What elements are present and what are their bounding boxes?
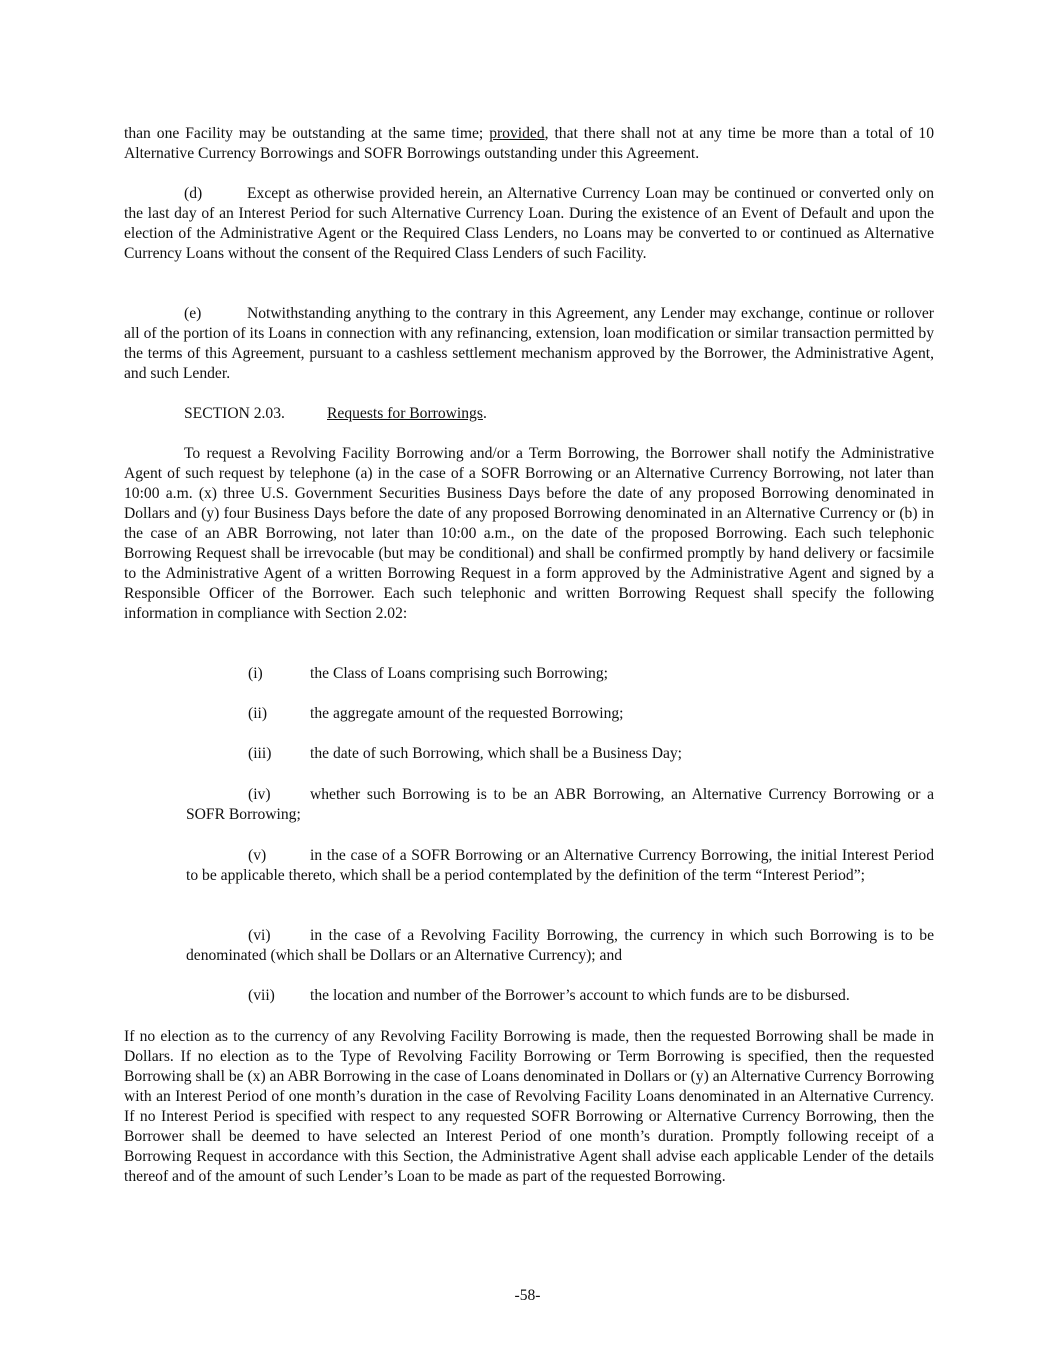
paragraph-final: If no election as to the currency of any Revolving Facility Borrowing is made, then the requested Borrowing shall be made in Dollars. If no election as to the Type of Revolving Facility Borrowing or Term Borrowing is specified, then the requested Borrowing shall be (x) an ABR Borrowing in the case of Loans denominated in Dollars or (y) an Alternative Currency Borrowing with an Interest Period of one month’s duration in the case of Revolving Facility Loans denominated in an Alternative Currency. If no Interest Period is specified with respect to any requested SOFR Borrowing or Alternative Currency Borrowing, then the Borrower shall be deemed to have selected an Interest Period of one month’s duration. Promptly following receipt of a Borrowing Request in accordance with this Section, the Administrative Agent shall advise each applicable Lender of the details thereof and of the amount of such Lender’s Loan to be made as part of the requested Borrowing. <box>124 1028 934 1185</box>
paragraph-e-label: (e) <box>184 305 202 322</box>
provided-term: provided <box>489 125 545 142</box>
paragraph-continuation: than one Facility may be outstanding at the same time; provided, that there shall not at any time be more than a total of 10 Alternative Currency Borrowings and SOFR Borrowings outstanding under this Agreement. <box>124 125 934 162</box>
section-number: SECTION 2.03. <box>184 405 285 422</box>
list-item: (ii) the aggregate amount of the requested Borrowing; <box>248 705 624 722</box>
paragraph-e <box>124 304 934 384</box>
list-item: (v) in the case of a SOFR Borrowing or an Alternative Currency Borrowing, the initial Interest Period to be applicable thereto, which shall be a period contemplated by the definition of the term “Interest Period”; <box>186 847 934 884</box>
paragraph-d-text: Except as otherwise provided herein, an Alternative Currency Loan may be continued or converted only on the last day of an Interest Period for such Alternative Currency Loan. During the existence of an Event of Default and upon the election of the Administrative Agent or the Required Class Lenders, no Loans may be converted to or continued as Alternative Currency Loans without the consent of the Required Class Lenders of such Facility. <box>124 185 934 262</box>
section-heading: SECTION 2.03. Requests for Borrowings. <box>184 405 487 422</box>
page-number: -58- <box>514 1287 541 1304</box>
section-title: Requests for Borrowings <box>327 405 483 422</box>
list-item: (iii) the date of such Borrowing, which shall be a Business Day; <box>248 745 683 762</box>
list-item: (vi) in the case of a Revolving Facility Borrowing, the currency in which such Borrowing is to be denominated (which shall be Dollars or an Alternative Currency); and <box>186 927 934 964</box>
list-item: (iv) whether such Borrowing is to be an ABR Borrowing, an Alternative Currency Borrowing or a SOFR Borrowing; <box>186 786 934 823</box>
paragraph-e-text: Notwithstanding anything to the contrary in this Agreement, any Lender may exchange, continue or rollover all of the portion of its Loans in connection with any refinancing, extension, loan modification or similar transaction permitted by the terms of this Agreement, pursuant to a cashless settlement mechanism approved by the Borrower, the Administrative Agent, and such Lender. <box>124 305 934 382</box>
paragraph-d-label: (d) <box>184 185 203 202</box>
list-item: (i) the Class of Loans comprising such Borrowing; <box>248 665 608 682</box>
paragraph-request: To request a Revolving Facility Borrowing and/or a Term Borrowing, the Borrower shall notify the Administrative Agent of such request by telephone (a) in the case of a SOFR Borrowing or an Alternative Currency Borrowing, not later than 10:00 a.m. (x) three U.S. Government Securities Business Days before the date of any proposed Borrowing denominated in Dollars and (y) four Business Days before the date of any proposed Borrowing denominated in an Alternative Currency or (b) in the case of an ABR Borrowing, not later than 10:00 a.m., on the date of the proposed Borrowing. Each such telephonic Borrowing Request shall be irrevocable (but may be conditional) and shall be confirmed promptly by hand delivery or facsimile to the Administrative Agent of a written Borrowing Request in a form approved by the Administrative Agent and signed by a Responsible Officer of the Borrower. Each such telephonic and written Borrowing Request shall specify the following information in compliance with Section 2.02: <box>124 445 934 622</box>
list-item: (vii) the location and number of the Borrower’s account to which funds are to be disbursed. <box>248 987 850 1004</box>
paragraph-d <box>124 184 934 264</box>
